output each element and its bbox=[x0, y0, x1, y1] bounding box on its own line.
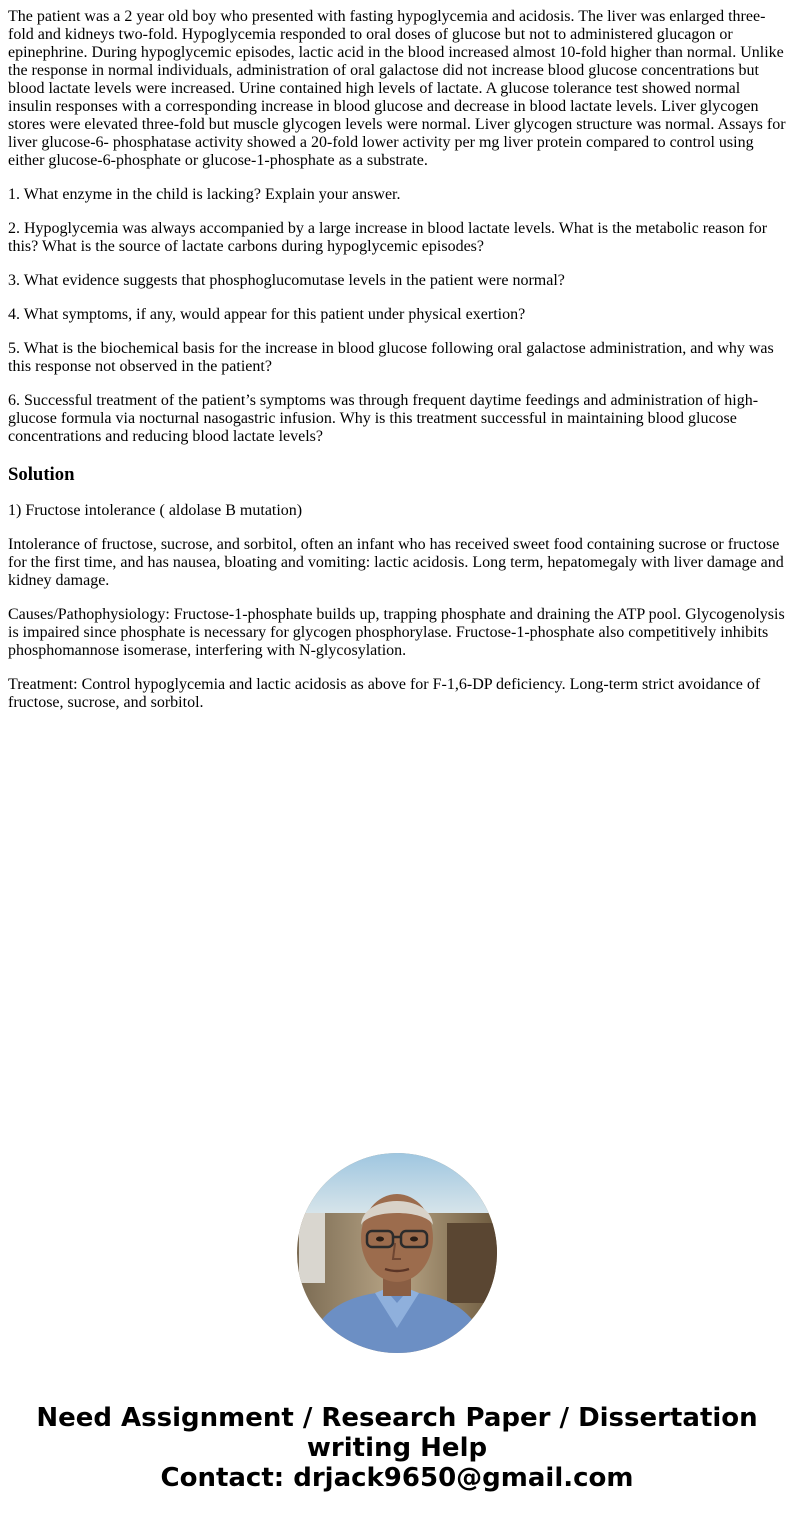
promo-line-1: Need Assignment / Research Paper / Dissertation bbox=[36, 1403, 758, 1433]
author-portrait-icon bbox=[297, 1153, 497, 1353]
promo-line-2: writing Help bbox=[306, 1433, 488, 1463]
question-1: 1. What enzyme in the child is lacking? Explain your answer. bbox=[8, 186, 401, 203]
solution-answer: 1) Fructose intolerance ( aldolase B mutation) bbox=[8, 502, 303, 519]
question-6: 6. Successful treatment of the patient’s symptoms was through frequent daytime feedings and administration of high-glucose formula via nocturnal nasogastric infusion. Why is this treatment successful in maintaining blood glucose concentrations and reducing blood lactate levels? bbox=[8, 392, 759, 445]
promo-banner bbox=[0, 1403, 794, 1493]
article-body bbox=[8, 8, 787, 728]
question-2: 2. Hypoglycemia was always accompanied by a large increase in blood lactate levels. What is the metabolic reason for this? What is the source of lactate carbons during hypoglycemic episodes? bbox=[8, 220, 768, 255]
question-5: 5. What is the biochemical basis for the increase in blood glucose following oral galactose administration, and why was this response not observed in the patient? bbox=[8, 340, 774, 375]
solution-heading: Solution bbox=[8, 464, 75, 485]
promo-contact: Contact: drjack9650@gmail.com bbox=[160, 1463, 634, 1493]
problem-intro: The patient was a 2 year old boy who presented with fasting hypoglycemia and acidosis. The liver was enlarged three-fold and kidneys two-fold. Hypoglycemia responded to oral doses of glucose but not to administered glucagon or epinephrine. During hypoglycemic episodes, lactic acid in the blood increased almost 10-fold higher than normal. Unlike the response in normal individuals, administration of oral galactose did not increase blood glucose concentrations but blood lactate levels were increased. Urine contained high levels of lactate. A glucose tolerance test showed normal insulin responses with a corresponding increase in blood glucose and decrease in blood lactate levels. Liver glycogen stores were elevated three-fold but muscle glycogen levels were normal. Liver glycogen structure was normal. Assays for liver glucose-6- phosphatase activity showed a 20-fold lower activity per mg liver protein compared to control using either glucose-6-phosphate or glucose-1-phosphate as a substrate. bbox=[8, 8, 786, 169]
solution-pathophysiology: Causes/Pathophysiology: Fructose-1-phosphate builds up, trapping phosphate and draining the ATP pool. Glycogenolysis is impaired since phosphate is necessary for glycogen phosphorylase. Fructose-1-phosphate also competitively inhibits phosphomannose isomerase, interfering with N-glycosylation. bbox=[8, 606, 785, 659]
solution-description: Intolerance of fructose, sucrose, and sorbitol, often an infant who has received sweet food containing sucrose or fructose for the first time, and has nausea, bloating and vomiting: lactic acidosis. Long term, hepatomegaly with liver damage and kidney damage. bbox=[8, 536, 784, 589]
solution-treatment: Treatment: Control hypoglycemia and lactic acidosis as above for F-1,6-DP deficiency. Long-term strict avoidance of fructose, sucrose, and sorbitol. bbox=[8, 676, 761, 711]
author-avatar bbox=[297, 1153, 497, 1353]
question-3: 3. What evidence suggests that phosphoglucomutase levels in the patient were normal? bbox=[8, 272, 565, 289]
question-4: 4. What symptoms, if any, would appear for this patient under physical exertion? bbox=[8, 306, 526, 323]
